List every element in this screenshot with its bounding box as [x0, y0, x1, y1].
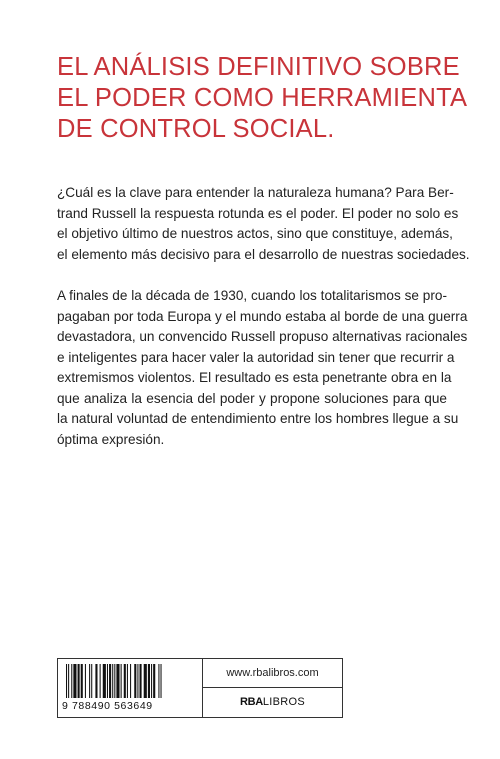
barcode-bar: [124, 664, 126, 698]
barcode-bar: [116, 664, 119, 698]
headline-line: DE CONTROL SOCIAL.: [57, 115, 335, 143]
barcode-bar: [66, 664, 67, 698]
publisher-logo: [203, 688, 342, 717]
text-line: A finales de la década de 1930, cuando los totalitarismos se pro-: [57, 288, 447, 303]
text-line: el elemento más decisivo para el desarrollo de nuestras sociedades.: [57, 246, 470, 262]
barcode-bar: [78, 664, 80, 698]
barcode-bar: [91, 664, 92, 698]
barcode-bar: [85, 664, 86, 698]
barcode-bar: [112, 664, 113, 698]
barcode-bar: [127, 664, 128, 698]
barcode-bar: [148, 664, 150, 698]
barcode-bar: [153, 664, 155, 698]
text-line: e inteligentes para hacer valer la autoridad sin tener que recurrir a: [57, 349, 455, 365]
barcode-bar: [68, 664, 69, 698]
barcode-bar: [140, 664, 142, 698]
barcode-bar: [100, 664, 101, 698]
barcode-bar: [109, 664, 111, 698]
barcode-bar: [81, 664, 83, 698]
text-line: devastadora, un convencido Russell propuso alternativas racionales: [57, 329, 468, 344]
barcode-bar: [107, 664, 108, 698]
headline: [57, 52, 468, 145]
barcode-bar: [114, 664, 115, 698]
synopsis: [57, 183, 470, 471]
text-line: la natural voluntad de entendimiento entre los hombres llegue a su: [57, 411, 459, 426]
barcode-bar: [151, 664, 152, 698]
synopsis-paragraph: [57, 286, 468, 450]
barcode: [64, 664, 196, 700]
headline-line: EL PODER COMO HERRAMIENTA: [57, 84, 468, 112]
headline-line: EL ANÁLISIS DEFINITIVO SOBRE: [57, 53, 460, 81]
barcode-bar: [158, 664, 159, 698]
barcode-bar: [161, 664, 162, 698]
text-line: el objetivo último de nuestros actos, sino que constituye, además,: [57, 226, 453, 241]
barcode-bar: [121, 664, 122, 698]
publisher-logo-bold: RBA: [239, 696, 263, 708]
text-line: trand Russell la respuesta rotunda es el poder. El poder no solo es: [57, 205, 459, 221]
text-line: pagaban por toda Europa y el mundo estaba al borde de una guerra: [57, 308, 468, 324]
barcode-bar: [71, 664, 72, 698]
publisher-info-box: [57, 658, 343, 718]
synopsis-paragraph: [57, 183, 470, 265]
barcode-bar: [134, 664, 136, 698]
barcode-bar: [73, 664, 76, 698]
text-line: que analiza la esencia del poder y propone soluciones para que: [57, 390, 447, 406]
barcode-bar: [95, 664, 97, 698]
publisher-logo-regular: LIBROS: [262, 696, 306, 708]
barcode-bar: [130, 664, 131, 698]
text-line: extremismos violentos. El resultado es esta penetrante obra en la: [57, 370, 452, 385]
barcode-area: [58, 659, 203, 717]
website-link[interactable]: www.rbalibros.com: [203, 659, 342, 688]
isbn-number: 9 788490 563649: [62, 700, 153, 712]
text-line: óptima expresión.: [57, 431, 165, 447]
text-line: ¿Cuál es la clave para entender la naturaleza humana? Para Ber-: [57, 185, 454, 200]
barcode-bar: [103, 664, 106, 698]
barcode-bar: [89, 664, 90, 698]
barcode-bar: [137, 664, 138, 698]
barcode-bar: [144, 664, 147, 698]
